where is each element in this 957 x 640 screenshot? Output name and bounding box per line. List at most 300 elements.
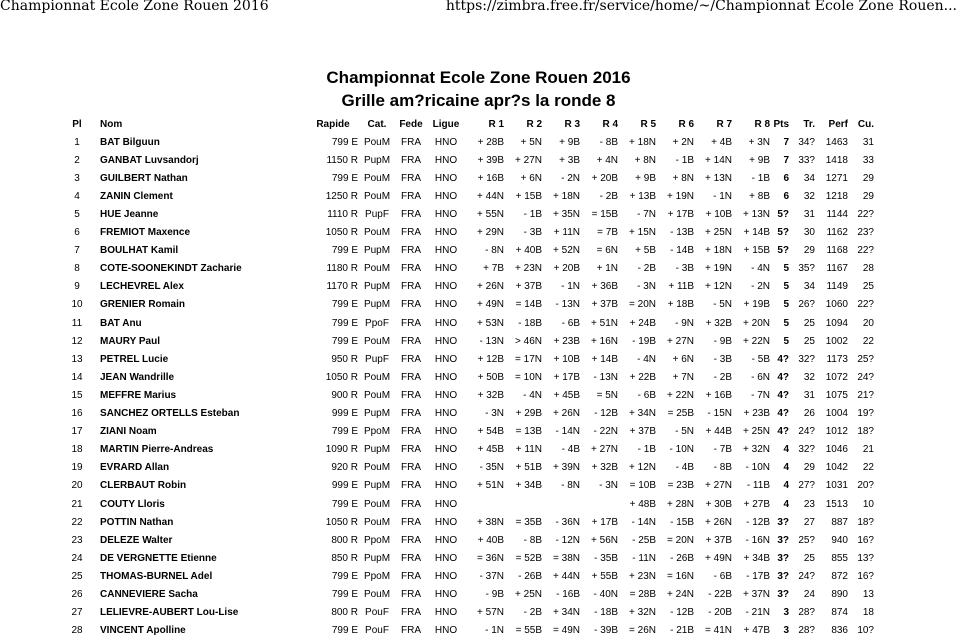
category: PupF [365, 209, 389, 221]
round-result: = 28B [629, 588, 656, 600]
table-row [62, 169, 874, 187]
round-result: - 12B [594, 408, 618, 420]
round-result: + 9B [635, 172, 656, 184]
spacer-cell [92, 477, 100, 495]
place-cell: 11 [71, 317, 83, 329]
round-result: - 11N [632, 552, 656, 564]
rapide-rating: 800 R [331, 534, 358, 546]
cumulative: 21? [857, 389, 874, 401]
round-result: + 10B [705, 209, 732, 221]
category: PouF [365, 625, 389, 637]
cumulative: 18 [862, 607, 874, 619]
round-result: - 3B [713, 353, 732, 365]
round-result: - 7N [751, 389, 770, 401]
category: PouM [363, 516, 391, 528]
round-result: + 32B [477, 389, 504, 401]
points: 6 [783, 190, 789, 202]
round-result: + 8N [634, 154, 656, 166]
cumulative: 22? [857, 209, 874, 221]
rapide-rating: 1110 R [327, 209, 358, 221]
col-header-round: R 1 [488, 118, 504, 130]
round-result: + 50B [477, 371, 504, 383]
table-row [62, 513, 874, 531]
federation: FRA [401, 570, 421, 582]
league: HNO [434, 552, 458, 564]
round-result [580, 495, 618, 513]
round-result: + 7B [483, 263, 504, 275]
round-result: + 30B [705, 498, 732, 510]
rapide-rating: 1250 R [325, 190, 358, 202]
federation: FRA [401, 625, 421, 637]
round-result: + 4N [596, 154, 618, 166]
round-result: + 51N [477, 480, 504, 492]
player-name: POTTIN Nathan [100, 516, 174, 528]
player-name: BAT Anu [100, 317, 142, 329]
rapide-rating: 799 E [331, 335, 358, 347]
round-result: - 21B [670, 625, 694, 637]
points: 5 [783, 299, 789, 311]
round-result: = 36N [477, 552, 504, 564]
place-cell: 5 [74, 209, 80, 221]
round-result: + 12B [477, 353, 504, 365]
category: PupM [363, 154, 391, 166]
round-result: - 37N [479, 570, 504, 582]
round-result: + 37N [743, 588, 770, 600]
round-result: + 49N [477, 299, 504, 311]
points: 5? [777, 227, 789, 239]
tiebreak-tr: 25 [803, 335, 815, 347]
rapide-rating: 799 E [331, 588, 358, 600]
points: 3? [777, 534, 789, 546]
round-result: - 12B [670, 607, 694, 619]
spacer-cell [92, 405, 100, 423]
round-result: - 40N [593, 588, 618, 600]
performance: 874 [831, 607, 848, 619]
col-header-fede: Fede [399, 118, 423, 130]
round-result [504, 495, 542, 513]
place-cell: 13 [71, 353, 83, 365]
table-row [62, 296, 874, 314]
rapide-rating: 800 R [331, 607, 358, 619]
category: PupM [363, 444, 391, 456]
category: PouM [363, 136, 391, 148]
performance: 1162 [826, 227, 848, 239]
round-result: - 15B [670, 516, 694, 528]
rapide-rating: 799 E [331, 498, 358, 510]
cumulative: 22 [862, 335, 874, 347]
place-cell: 2 [74, 154, 80, 166]
round-result: + 22N [743, 335, 770, 347]
round-result: = 41N [705, 625, 732, 637]
round-result: = 14B [515, 299, 542, 311]
round-result: = 10B [629, 480, 656, 492]
league: HNO [434, 498, 458, 510]
round-result: - 1B [751, 172, 770, 184]
performance: 887 [831, 516, 848, 528]
points: 4 [783, 444, 789, 456]
tiebreak-tr: 26 [803, 408, 815, 420]
round-result: + 39B [477, 154, 504, 166]
spacer-cell [92, 531, 100, 549]
cumulative: 20? [857, 480, 874, 492]
place-cell: 17 [71, 426, 83, 438]
spacer-cell [92, 423, 100, 441]
round-result: + 55B [591, 570, 618, 582]
round-result: - 12B [746, 516, 770, 528]
round-result: - 15N [707, 408, 732, 420]
spacer-cell [92, 585, 100, 603]
round-result: + 44N [477, 190, 504, 202]
table-row [62, 151, 874, 169]
points: 4 [783, 498, 789, 510]
place-cell: 8 [74, 263, 80, 275]
round-result: + 4B [711, 136, 732, 148]
performance: 1012 [825, 426, 848, 438]
federation: FRA [401, 335, 421, 347]
round-result [466, 495, 504, 513]
round-result: + 8B [749, 190, 770, 202]
spacer-cell [92, 151, 100, 169]
spacer-cell [92, 567, 100, 585]
rapide-rating: 900 R [331, 389, 358, 401]
round-result: - 21N [745, 607, 770, 619]
col-header-cat: Cat. [367, 118, 387, 130]
round-result: - 10N [669, 444, 694, 456]
table-row [62, 368, 874, 386]
col-header-tr: Tr. [803, 118, 815, 130]
col-header-round: R 3 [564, 118, 580, 130]
place-cell: 7 [74, 245, 80, 257]
round-result: + 28N [667, 498, 694, 510]
document-titles [0, 66, 957, 112]
cumulative: 29 [862, 190, 874, 202]
table-row [62, 205, 874, 223]
performance: 872 [831, 570, 848, 582]
cumulative: 19? [857, 408, 874, 420]
cumulative: 23? [857, 227, 874, 239]
cumulative: 29 [862, 172, 874, 184]
place-cell: 15 [71, 389, 83, 401]
round-result: + 24N [667, 588, 694, 600]
league: HNO [434, 299, 458, 311]
player-name: HUE Jeanne [100, 209, 159, 221]
performance: 1271 [825, 172, 848, 184]
spacer-cell [92, 133, 100, 151]
round-result: + 27N [705, 480, 732, 492]
cumulative: 18? [857, 426, 874, 438]
table-row [62, 441, 874, 459]
print-header-title: Championnat Ecole Zone Rouen 2016 [0, 0, 269, 14]
round-result: - 16N [745, 534, 770, 546]
round-result: + 28B [477, 136, 504, 148]
player-name: EVRARD Allan [100, 462, 170, 474]
print-header-url: https://zimbra.free.fr/service/home/~/Championnat Ecole Zone Rouen... [445, 0, 957, 14]
spacer-cell [92, 350, 100, 368]
performance: 836 [831, 625, 848, 637]
round-result: - 8B [713, 462, 732, 474]
round-result: + 49N [705, 552, 732, 564]
round-result: = 7B [597, 227, 618, 239]
category: PouM [363, 227, 391, 239]
rapide-rating: 1180 R [326, 263, 358, 275]
print-header [0, 0, 957, 16]
category: PupM [363, 408, 391, 420]
round-result: = 26N [629, 625, 656, 637]
round-result: + 12N [705, 281, 732, 293]
round-result: - 8B [599, 136, 618, 148]
round-result: - 13N [555, 299, 580, 311]
round-result: = 55B [515, 625, 542, 637]
league: HNO [434, 408, 458, 420]
page-title: Championnat Ecole Zone Rouen 2016 [326, 68, 631, 87]
round-result: - 6N [751, 371, 770, 383]
round-result: - 2B [637, 263, 656, 275]
federation: FRA [401, 317, 421, 329]
tiebreak-tr: 32 [803, 190, 815, 202]
cumulative: 33 [862, 154, 874, 166]
round-result: + 40B [515, 245, 542, 257]
performance: 1060 [825, 299, 848, 311]
round-result: - 17B [746, 570, 770, 582]
league: HNO [434, 227, 458, 239]
round-result: - 2B [713, 371, 732, 383]
round-result: + 35N [553, 209, 580, 221]
round-result: + 27N [515, 154, 542, 166]
col-header-rapide: Rapide [316, 118, 350, 130]
spacer-cell [92, 495, 100, 513]
tiebreak-tr: 27? [798, 480, 815, 492]
round-result: - 3N [637, 281, 656, 293]
round-result: - 6B [713, 570, 732, 582]
col-header-round: R 6 [678, 118, 694, 130]
round-result: + 44B [705, 426, 732, 438]
round-result: + 20B [553, 263, 580, 275]
tiebreak-tr: 25? [798, 534, 815, 546]
performance: 1144 [826, 209, 848, 221]
round-result: - 25B [632, 534, 656, 546]
round-result: + 32N [743, 444, 770, 456]
player-name: MAURY Paul [100, 335, 161, 347]
spacer-cell [92, 604, 100, 622]
place-cell: 9 [74, 281, 80, 293]
category: PpoM [363, 534, 391, 546]
cumulative: 13? [857, 552, 874, 564]
round-result: + 7N [672, 371, 694, 383]
points: 4? [777, 408, 789, 420]
tiebreak-tr: 28? [798, 607, 815, 619]
performance: 1094 [825, 317, 848, 329]
round-result: + 32N [629, 607, 656, 619]
round-result: + 9B [559, 136, 580, 148]
round-result: + 34B [743, 552, 770, 564]
round-result: + 2N [672, 136, 694, 148]
league: HNO [434, 154, 458, 166]
round-result: - 5B [751, 353, 770, 365]
federation: FRA [401, 588, 421, 600]
round-result: + 13N [743, 209, 770, 221]
table-row [62, 423, 874, 441]
round-result: - 4B [675, 462, 694, 474]
round-result: - 35N [479, 462, 504, 474]
federation: FRA [401, 444, 421, 456]
round-result: - 4B [561, 444, 580, 456]
place-cell: 22 [71, 516, 83, 528]
round-result: + 1N [596, 263, 618, 275]
cumulative: 31 [862, 136, 874, 148]
round-result: + 16B [705, 389, 732, 401]
round-result [542, 495, 580, 513]
table-row [62, 332, 874, 350]
category: PpoF [365, 317, 389, 329]
category: PouM [363, 263, 391, 275]
points: 4 [783, 480, 789, 492]
points: 3? [777, 588, 789, 600]
league: HNO [434, 281, 458, 293]
round-result: + 13N [705, 172, 732, 184]
table-row [62, 405, 874, 423]
place-cell: 12 [71, 335, 83, 347]
federation: FRA [401, 534, 421, 546]
round-result: + 34N [629, 408, 656, 420]
player-name: FREMIOT Maxence [100, 227, 191, 239]
round-result: + 23B [553, 335, 580, 347]
player-name: LELIEVRE-AUBERT Lou-Lise [100, 607, 239, 619]
round-result: + 45B [477, 444, 504, 456]
round-result: - 12N [555, 534, 580, 546]
spacer-cell [92, 314, 100, 332]
league: HNO [434, 136, 458, 148]
category: PupM [363, 245, 391, 257]
rapide-rating: 799 E [331, 136, 358, 148]
round-result: - 14N [555, 426, 580, 438]
round-result: - 5N [713, 299, 732, 311]
round-result: - 1B [675, 154, 694, 166]
league: HNO [434, 353, 458, 365]
round-result: - 5N [675, 426, 694, 438]
round-result: + 57N [477, 607, 504, 619]
round-result: + 53N [477, 317, 504, 329]
category: PouM [363, 462, 391, 474]
cumulative: 22? [857, 299, 874, 311]
round-result: + 13B [629, 190, 656, 202]
points: 5 [783, 281, 789, 293]
federation: FRA [401, 498, 421, 510]
rapide-rating: 850 R [331, 552, 358, 564]
place-cell: 16 [71, 408, 83, 420]
league: HNO [434, 335, 458, 347]
round-result: + 29N [477, 227, 504, 239]
spacer-cell [92, 459, 100, 477]
round-result: - 11B [746, 480, 770, 492]
tiebreak-tr: 34? [798, 136, 815, 148]
tiebreak-tr: 26? [798, 299, 815, 311]
spacer-cell [92, 260, 100, 278]
table-row [62, 622, 874, 640]
federation: FRA [401, 480, 421, 492]
round-result: + 6N [672, 353, 694, 365]
spacer-cell [92, 441, 100, 459]
round-result: - 22B [708, 588, 732, 600]
table-row [62, 459, 874, 477]
round-result: + 37B [591, 299, 618, 311]
cumulative: 10 [862, 498, 874, 510]
round-result: + 26N [553, 408, 580, 420]
spacer-cell [92, 386, 100, 404]
round-result: - 3N [599, 480, 618, 492]
round-result: - 1N [561, 281, 580, 293]
tiebreak-tr: 27 [803, 516, 815, 528]
performance: 890 [831, 588, 848, 600]
player-name: COTE-SOONEKINDT Zacharie [100, 263, 242, 275]
federation: FRA [401, 607, 421, 619]
round-result: = 20N [629, 299, 656, 311]
player-name: COUTY Lloris [100, 498, 165, 510]
table-row [62, 350, 874, 368]
table-row [62, 531, 874, 549]
cumulative: 16? [857, 534, 874, 546]
tiebreak-tr: 32? [798, 353, 815, 365]
place-cell: 27 [71, 607, 83, 619]
page-subtitle: Grille am?ricaine apr?s la ronde 8 [341, 91, 616, 110]
tiebreak-tr: 25 [803, 317, 815, 329]
rapide-rating: 1050 R [325, 516, 358, 528]
rapide-rating: 950 R [331, 353, 358, 365]
round-result: + 32B [591, 462, 618, 474]
performance: 1173 [826, 353, 848, 365]
round-result: - 7B [713, 444, 732, 456]
round-result: = 35B [515, 516, 542, 528]
points: 4? [777, 353, 789, 365]
round-result: + 11B [668, 281, 694, 293]
tiebreak-tr: 23 [803, 498, 815, 510]
table-row [62, 278, 874, 296]
round-result: = 10N [515, 371, 542, 383]
performance: 1218 [825, 190, 848, 202]
round-result: = 15B [591, 209, 618, 221]
category: PupF [365, 353, 389, 365]
tiebreak-tr: 30 [803, 227, 815, 239]
round-result: - 16B [556, 588, 580, 600]
round-result: + 16N [591, 335, 618, 347]
category: PupM [363, 281, 391, 293]
table-header-row [62, 115, 874, 133]
round-result: + 44N [553, 570, 580, 582]
round-result: + 3N [748, 136, 770, 148]
player-name: GANBAT Luvsandorj [100, 154, 199, 166]
place-cell: 3 [74, 172, 80, 184]
league: HNO [434, 172, 458, 184]
player-name: VINCENT Apolline [100, 625, 186, 637]
round-result: - 20B [708, 607, 732, 619]
round-result: = 20N [667, 534, 694, 546]
spacer-cell [92, 205, 100, 223]
round-result: - 14N [631, 516, 656, 528]
round-result: + 55N [477, 209, 504, 221]
round-result: - 19B [632, 335, 656, 347]
cumulative: 22 [862, 462, 874, 474]
col-header-round: R 2 [526, 118, 542, 130]
round-result: - 2B [599, 190, 618, 202]
tiebreak-tr: 31 [803, 389, 815, 401]
league: HNO [434, 516, 458, 528]
round-result: + 14B [591, 353, 618, 365]
table-row [62, 495, 874, 513]
round-result: - 2B [523, 607, 542, 619]
col-header-cu: Cu. [857, 118, 874, 130]
place-cell: 18 [71, 444, 83, 456]
league: HNO [434, 625, 458, 637]
spacer-cell [92, 242, 100, 260]
